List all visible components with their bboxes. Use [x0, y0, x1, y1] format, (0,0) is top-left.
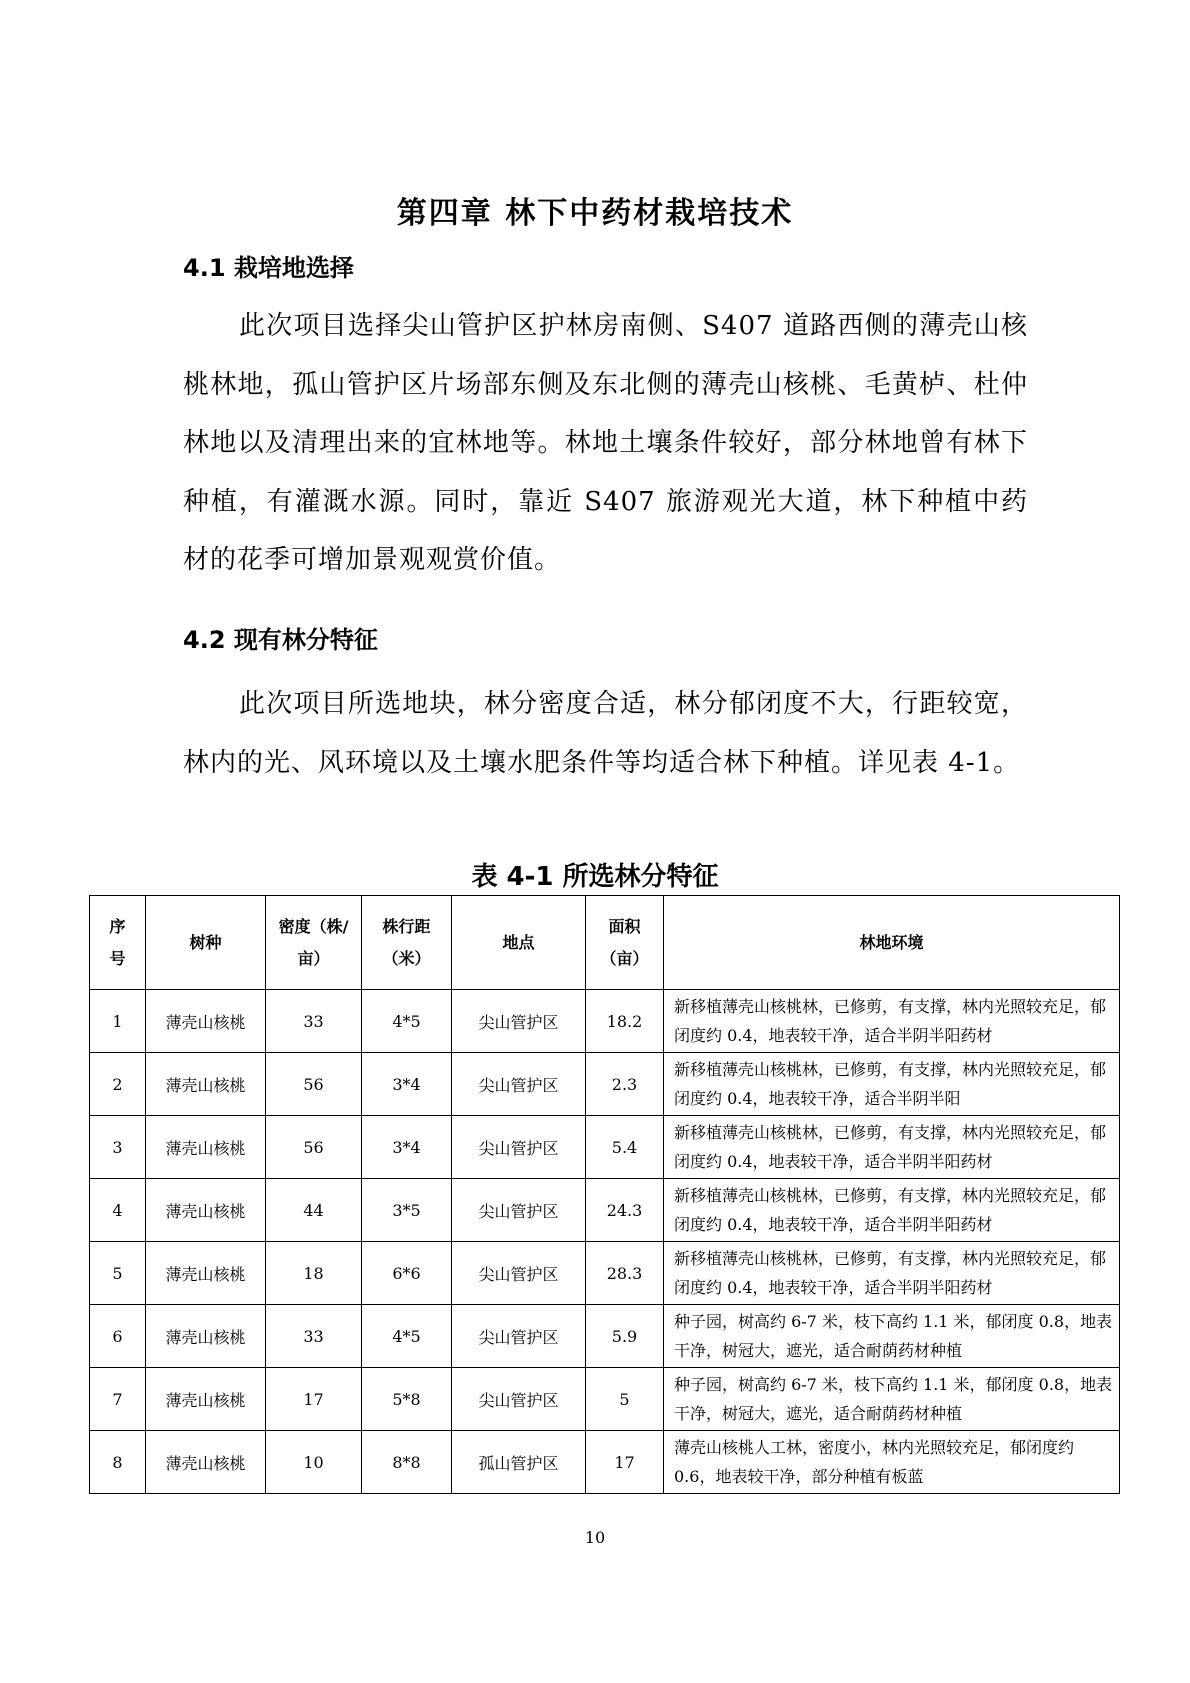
header-density: 密度（株/亩） [266, 896, 362, 990]
cell-spacing: 3*5 [362, 1179, 452, 1242]
cell-area: 24.3 [586, 1179, 664, 1242]
cell-species: 薄壳山核桃 [146, 1242, 266, 1305]
table-row [90, 1116, 1120, 1179]
page-number: 10 [584, 1528, 606, 1547]
cell-spacing: 8*8 [362, 1431, 452, 1494]
header-species: 树种 [146, 896, 266, 990]
table-caption: 表 4-1 所选林分特征 [471, 862, 719, 892]
table-row [90, 1305, 1120, 1368]
cell-spacing: 4*5 [362, 990, 452, 1053]
cell-area: 5.4 [586, 1116, 664, 1179]
cell-density: 56 [266, 1116, 362, 1179]
cell-index: 6 [90, 1305, 146, 1368]
cell-index: 8 [90, 1431, 146, 1494]
cell-environment: 新移植薄壳山核桃林，已修剪，有支撑，林内光照较充足，郁闭度约 0.4，地表较干净，适合半阴半阳药材 [664, 1242, 1120, 1305]
cell-spacing: 4*5 [362, 1305, 452, 1368]
cell-environment: 种子园，树高约 6-7 米，枝下高约 1.1 米，郁闭度 0.8，地表干净，树冠大，遮光，适合耐荫药材种植 [664, 1368, 1120, 1431]
header-environment: 林地环境 [664, 896, 1120, 990]
table-row [90, 1368, 1120, 1431]
cell-density: 17 [266, 1368, 362, 1431]
cell-location: 尖山管护区 [452, 1053, 586, 1116]
cell-species: 薄壳山核桃 [146, 1116, 266, 1179]
cell-species: 薄壳山核桃 [146, 1431, 266, 1494]
forest-stand-table [89, 895, 1120, 1494]
header-index: 序号 [90, 896, 146, 990]
table-row [90, 1431, 1120, 1494]
cell-density: 18 [266, 1242, 362, 1305]
cell-index: 7 [90, 1368, 146, 1431]
cell-environment: 薄壳山核桃人工林，密度小，林内光照较充足，郁闭度约 0.6，地表较干净，部分种植有板蓝 [664, 1431, 1120, 1494]
cell-spacing: 6*6 [362, 1242, 452, 1305]
cell-density: 44 [266, 1179, 362, 1242]
header-location: 地点 [452, 896, 586, 990]
table-row [90, 1179, 1120, 1242]
cell-location: 尖山管护区 [452, 990, 586, 1053]
cell-density: 33 [266, 990, 362, 1053]
section-heading-4-2: 4.2 现有林分特征 [183, 626, 378, 654]
cell-spacing: 3*4 [362, 1116, 452, 1179]
cell-location: 尖山管护区 [452, 1368, 586, 1431]
cell-area: 18.2 [586, 990, 664, 1053]
cell-species: 薄壳山核桃 [146, 990, 266, 1053]
cell-area: 2.3 [586, 1053, 664, 1116]
cell-location: 尖山管护区 [452, 1305, 586, 1368]
cell-location: 尖山管护区 [452, 1242, 586, 1305]
cell-species: 薄壳山核桃 [146, 1179, 266, 1242]
cell-environment: 新移植薄壳山核桃林，已修剪，有支撑，林内光照较充足，郁闭度约 0.4，地表较干净，适合半阴半阳药材 [664, 990, 1120, 1053]
cell-index: 2 [90, 1053, 146, 1116]
cell-index: 4 [90, 1179, 146, 1242]
cell-area: 5 [586, 1368, 664, 1431]
header-spacing: 株行距（米） [362, 896, 452, 990]
cell-environment: 种子园，树高约 6-7 米，枝下高约 1.1 米，郁闭度 0.8，地表干净，树冠大，遮光，适合耐荫药材种植 [664, 1305, 1120, 1368]
cell-species: 薄壳山核桃 [146, 1305, 266, 1368]
cell-location: 尖山管护区 [452, 1116, 586, 1179]
table-row [90, 1053, 1120, 1116]
table-row [90, 1242, 1120, 1305]
cell-spacing: 3*4 [362, 1053, 452, 1116]
section-paragraph-4-2: 此次项目所选地块，林分密度合适，林分郁闭度不大，行距较宽，林内的光、风环境以及土壤水肥条件等均适合林下种植。详见表 4-1。 [183, 689, 1028, 778]
cell-location: 孤山管护区 [452, 1431, 586, 1494]
cell-index: 5 [90, 1242, 146, 1305]
cell-species: 薄壳山核桃 [146, 1368, 266, 1431]
chapter-title: 第四章 林下中药材栽培技术 [396, 196, 794, 231]
table-row [90, 990, 1120, 1053]
cell-environment: 新移植薄壳山核桃林，已修剪，有支撑，林内光照较充足，郁闭度约 0.4，地表较干净，适合半阴半阳 [664, 1053, 1120, 1116]
cell-density: 33 [266, 1305, 362, 1368]
cell-species: 薄壳山核桃 [146, 1053, 266, 1116]
cell-environment: 新移植薄壳山核桃林，已修剪，有支撑，林内光照较充足，郁闭度约 0.4，地表较干净，适合半阴半阳药材 [664, 1179, 1120, 1242]
cell-spacing: 5*8 [362, 1368, 452, 1431]
cell-area: 5.9 [586, 1305, 664, 1368]
cell-location: 尖山管护区 [452, 1179, 586, 1242]
section-paragraph-4-1: 此次项目选择尖山管护区护林房南侧、S407 道路西侧的薄壳山核桃林地，孤山管护区片场部东侧及东北侧的薄壳山核桃、毛黄栌、杜仲林地以及清理出来的宜林地等。林地土壤条件较好，部分林地曾有林下种植，有灌溉水源。同时，靠近 S407 旅游观光大道，林下种植中药材的花季可增加景观观赏价值。 [183, 311, 1028, 576]
cell-environment: 新移植薄壳山核桃林，已修剪，有支撑，林内光照较充足，郁闭度约 0.4，地表较干净，适合半阴半阳药材 [664, 1116, 1120, 1179]
cell-density: 56 [266, 1053, 362, 1116]
header-area: 面积（亩） [586, 896, 664, 990]
cell-index: 3 [90, 1116, 146, 1179]
section-heading-4-1: 4.1 栽培地选择 [183, 254, 354, 282]
table-header-row [90, 896, 1120, 990]
cell-area: 28.3 [586, 1242, 664, 1305]
cell-index: 1 [90, 990, 146, 1053]
cell-area: 17 [586, 1431, 664, 1494]
cell-density: 10 [266, 1431, 362, 1494]
